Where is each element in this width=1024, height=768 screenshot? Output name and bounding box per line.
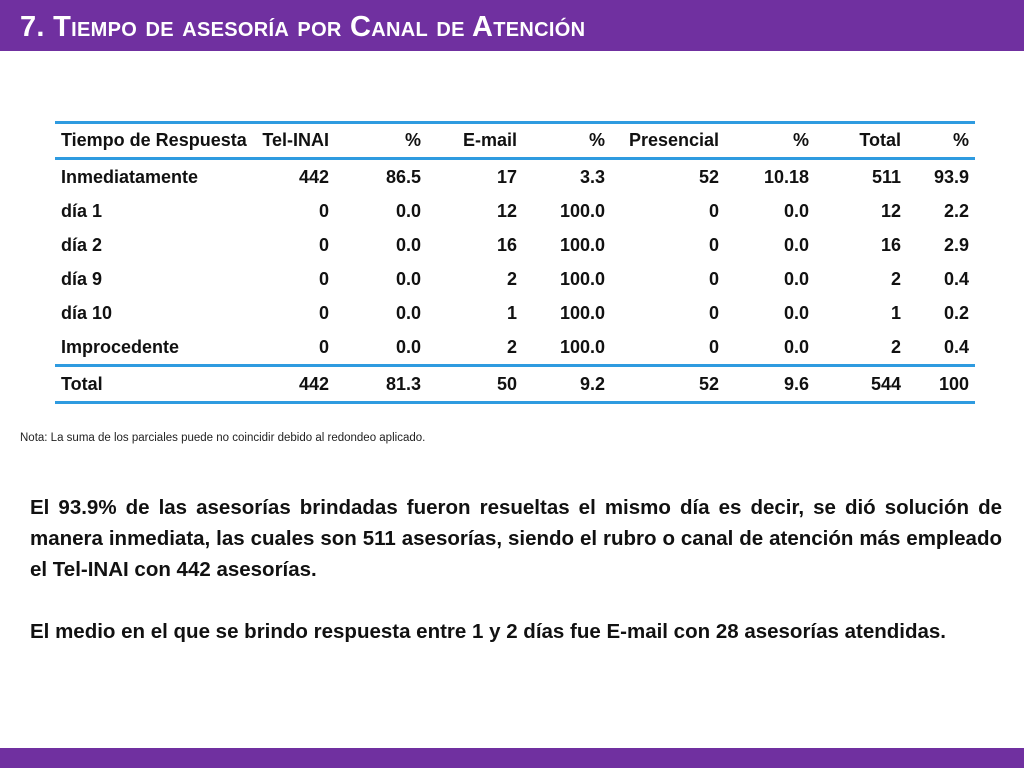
table-cell: 0 [708, 268, 719, 289]
table-cell: 0 [318, 302, 329, 323]
table-cell: 2.2 [943, 200, 969, 221]
table-cell: 100.0 [559, 302, 605, 323]
table-cell: 0 [708, 336, 719, 357]
table-row [55, 262, 975, 296]
table-cell: 0 [708, 302, 719, 323]
table-total-row [55, 366, 975, 403]
table-cell: día 10 [61, 302, 113, 323]
table-row [55, 296, 975, 330]
table-cell: 0.0 [395, 234, 421, 255]
table-cell: día 1 [61, 200, 103, 221]
table-header-row [55, 123, 975, 159]
table-cell: 100.0 [559, 336, 605, 357]
table-cell: 93.9 [933, 166, 969, 187]
bottom-bar [0, 748, 1024, 768]
conclusion-paragraph: El medio en el que se brindo respuesta entre 1 y 2 días fue E-mail con 28 asesorías atendidas. [30, 620, 947, 643]
table-cell: 52 [698, 166, 719, 187]
table-cell: 2 [890, 268, 901, 289]
table-cell: 0.0 [783, 336, 809, 357]
table-cell: 0.0 [783, 200, 809, 221]
table-cell: Total [61, 373, 103, 394]
table-row [55, 330, 975, 366]
table-cell: 0.0 [783, 268, 809, 289]
table-cell: 0.4 [943, 336, 969, 357]
table-cell: día 9 [61, 268, 103, 289]
table-cell: 10.18 [763, 166, 809, 187]
table-cell: 2 [506, 336, 517, 357]
table-cell: 12 [496, 200, 517, 221]
response-time-table-container [55, 121, 975, 404]
column-header: E-mail [462, 130, 517, 150]
table-cell: 0.2 [943, 302, 969, 323]
table-cell: 9.6 [783, 373, 809, 394]
column-header: % [952, 130, 969, 150]
table-cell: Inmediatamente [61, 166, 199, 187]
table-cell: 0.4 [943, 268, 969, 289]
table-cell: 0.0 [783, 302, 809, 323]
column-header: Total [859, 130, 901, 150]
column-header: % [792, 130, 809, 150]
table-cell: 50 [496, 373, 517, 394]
column-header: Tiempo de Respuesta [61, 130, 247, 150]
table-cell: 2 [506, 268, 517, 289]
table-cell: 0.0 [395, 336, 421, 357]
table-cell: 100.0 [559, 268, 605, 289]
table-cell: 12 [880, 200, 901, 221]
table-cell: 0 [318, 234, 329, 255]
column-header: Presencial [628, 130, 719, 150]
table-cell: 17 [496, 166, 517, 187]
table-cell: 0 [708, 200, 719, 221]
table-cell: día 2 [61, 234, 103, 255]
table-row [55, 159, 975, 195]
table-cell: 52 [698, 373, 719, 394]
title-bar [0, 0, 1024, 51]
table-cell: 0 [318, 268, 329, 289]
table-cell: 0.0 [395, 268, 421, 289]
table-cell: 100 [938, 373, 969, 394]
table-cell: 100.0 [559, 234, 605, 255]
table-cell: 100.0 [559, 200, 605, 221]
table-cell: 544 [870, 373, 901, 394]
table-cell: 0.0 [395, 302, 421, 323]
response-time-table [55, 121, 975, 404]
table-cell: 2 [890, 336, 901, 357]
table-cell: 0 [318, 336, 329, 357]
table-cell: 0.0 [783, 234, 809, 255]
table-cell: 1 [890, 302, 901, 323]
column-header: % [588, 130, 605, 150]
table-cell: Improcedente [61, 336, 180, 357]
column-header: % [404, 130, 421, 150]
table-note: Nota: La suma de los parciales puede no coincidir debido al redondeo aplicado. [20, 432, 426, 444]
table-cell: 442 [298, 373, 329, 394]
table-row [55, 194, 975, 228]
table-cell: 442 [298, 166, 329, 187]
table-cell: 511 [871, 166, 901, 187]
table-cell: 16 [880, 234, 901, 255]
table-cell: 0 [708, 234, 719, 255]
table-cell: 86.5 [385, 166, 421, 187]
table-cell: 0.0 [395, 200, 421, 221]
table-row [55, 228, 975, 262]
page-title: 7. Tiempo de asesoría por Canal de Atención [20, 11, 586, 43]
table-cell: 0 [318, 200, 329, 221]
column-header: Tel-INAI [262, 130, 329, 150]
table-cell: 3.3 [579, 166, 605, 187]
table-cell: 81.3 [385, 373, 421, 394]
table-cell: 1 [506, 302, 517, 323]
table-cell: 16 [496, 234, 517, 255]
table-cell: 2.9 [943, 234, 969, 255]
table-cell: 9.2 [579, 373, 605, 394]
summary-paragraph: El 93.9% de las asesorías brindadas fueron resueltas el mismo día es decir, se dió solución de manera inmediata, las cuales son 511 asesorías, siendo el rubro o canal de atención más empleado el Tel-INAI con 442 asesorías. [30, 496, 1002, 581]
